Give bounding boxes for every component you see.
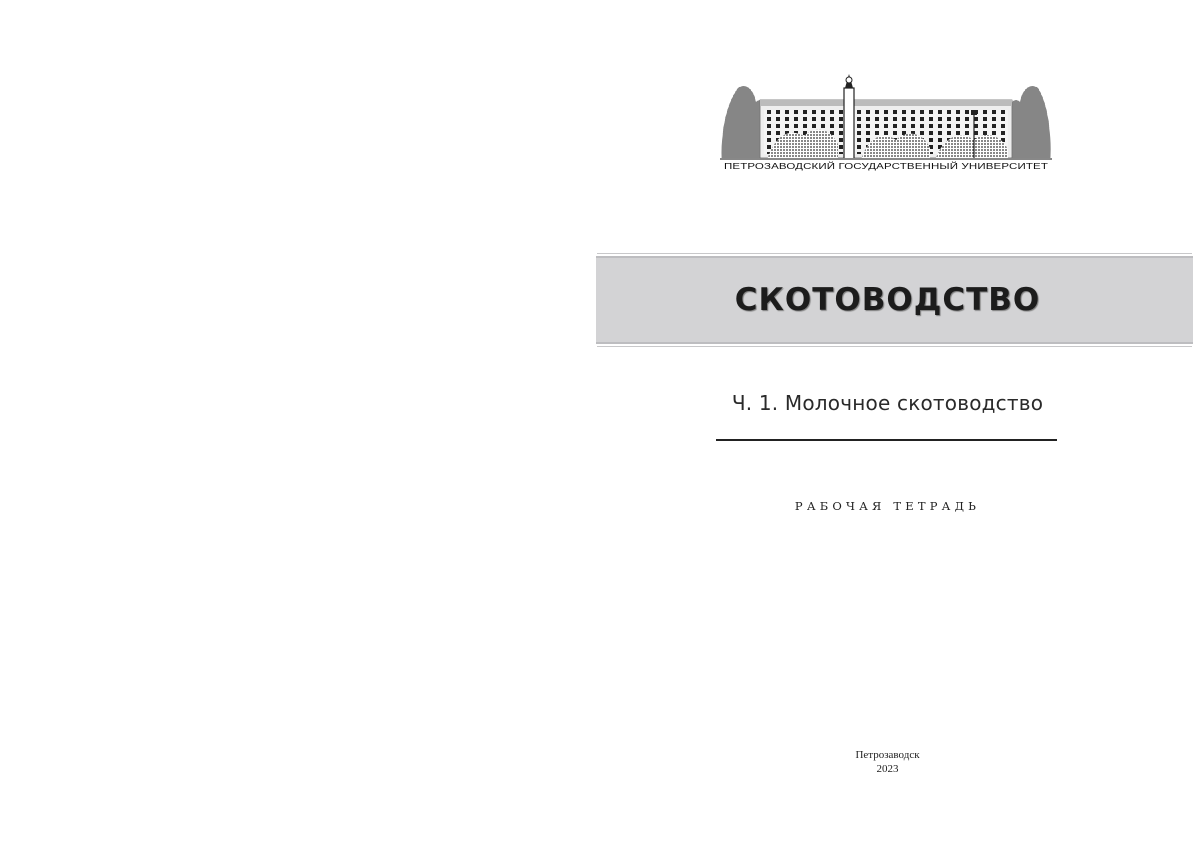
logo-caption: ПЕТРОЗАВОДСКИЙ ГОСУДАРСТВЕННЫЙ УНИВЕРСИТЕТ (724, 161, 967, 171)
title-band (596, 256, 1193, 344)
left-blank-page (0, 0, 596, 844)
publication-year: 2023 (876, 763, 899, 775)
book-subtitle: Ч. 1. Молочное скотоводство (731, 391, 1044, 415)
publication-city: Петрозаводск (855, 749, 920, 761)
subtitle-divider (716, 439, 1057, 441)
university-logo (720, 74, 1052, 172)
document-type: РАБОЧАЯ ТЕТРАДЬ (794, 499, 981, 513)
book-title: СКОТОВОДСТВО (734, 282, 1041, 318)
university-building-icon (720, 74, 1052, 172)
title-page (596, 0, 1193, 844)
